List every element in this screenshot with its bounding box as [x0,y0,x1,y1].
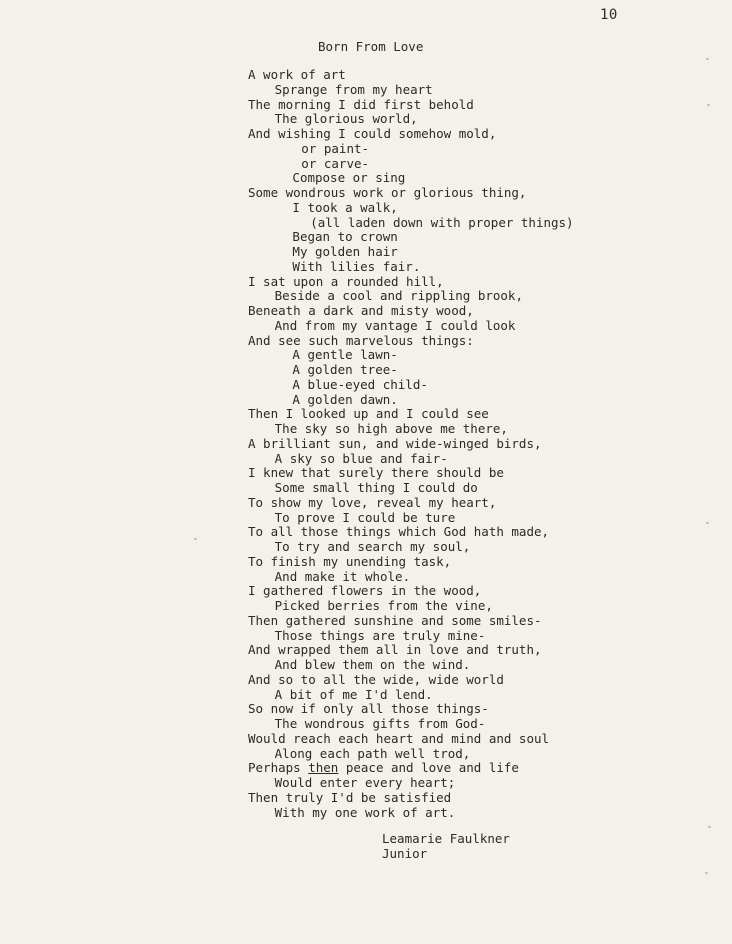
poem-line: Along each path well trod, [274,745,471,761]
paper-speck [706,58,709,60]
poem-line: The sky so high above me there, [274,421,508,436]
poem-line: To finish my unending task, [248,553,452,569]
poem-line: With my one work of art. [274,804,456,820]
paper-speck [705,872,708,874]
poem-line: Those things are truly mine- [274,627,486,643]
poem-line: or carve- [301,155,370,171]
poem-line: Then truly I'd be satisfied [248,789,452,805]
poem-line: Beneath a dark and misty wood, [248,303,474,318]
poem-line: Some small thing I could do [274,480,478,495]
poem-line: Picked berries from the vine, [274,598,493,613]
paper-speck [706,522,709,524]
poem-line: The morning I did first behold [248,96,474,112]
paper-speck [707,104,710,106]
poem-line: A golden tree- [292,362,398,377]
poem-line: And make it whole. [274,568,411,584]
poem-line: To show my love, reveal my heart, [248,494,497,510]
poem-line: A gentle lawn- [292,347,398,363]
poem-line: A work of art [248,67,346,82]
poem-line: I sat upon a rounded hill, [248,273,444,289]
poem-line: Beside a cool and rippling brook, [274,288,523,304]
poem-body [248,68,574,820]
underlined-word: then [308,760,339,776]
poem-line: And wishing I could somehow mold, [248,126,497,141]
poem-line: And so to all the wide, wide world [248,671,504,687]
poem-line: or paint- [301,140,370,156]
poem-line: A bit of me I'd lend. [274,686,433,702]
author-name: Leamarie Faulkner [382,831,510,846]
poem-line: Would enter every heart; [274,775,456,790]
poem-line: To prove I could be ture [274,509,456,525]
signature-block [382,831,510,861]
poem-line: A golden dawn. [292,391,398,407]
poem-line: Perhaps then peace and love and life [248,760,519,776]
poem-line: My golden hair [292,244,398,259]
poem-line: The glorious world, [274,111,418,127]
poem-line: (all laden down with proper things) [310,214,574,230]
poem-line: And blew them on the wind. [274,657,471,672]
poem-line: And from my vantage I could look [274,317,516,333]
poem-title: Born From Love [318,39,424,54]
poem-line: And see such marvelous things: [248,332,474,348]
poem-line: So now if only all those things- [248,701,489,717]
poem-line: Some wondrous work or glorious thing, [248,185,527,200]
poem-line: I took a walk, [292,199,398,215]
poem-line: A blue-eyed child- [292,376,428,392]
poem-line: And wrapped them all in love and truth, [248,642,542,658]
poem-line: Would reach each heart and mind and soul [248,730,550,746]
poem-line: Then I looked up and I could see [248,406,489,422]
paper-speck [194,538,197,540]
poem-line: Then gathered sunshine and some smiles- [248,612,542,628]
poem-line: To all those things which God hath made, [248,524,550,540]
poem-line: To try and search my soul, [274,539,471,554]
poem-line: Compose or sing [292,170,406,186]
poem-line: The wondrous gifts from God- [274,716,486,731]
poem-line: Sprange from my heart [274,81,433,97]
poem-line: Began to crown [292,229,398,245]
paper-speck [708,826,711,828]
poem-line: A brilliant sun, and wide-winged birds, [248,435,542,451]
page-number: 10 [600,7,618,23]
poem-line: I gathered flowers in the wood, [248,583,482,599]
poem-line: With lilies fair. [292,258,421,274]
poem-line: A sky so blue and fair- [274,450,448,466]
author-grade: Junior [382,846,428,861]
poem-line: I knew that surely there should be [248,465,504,481]
